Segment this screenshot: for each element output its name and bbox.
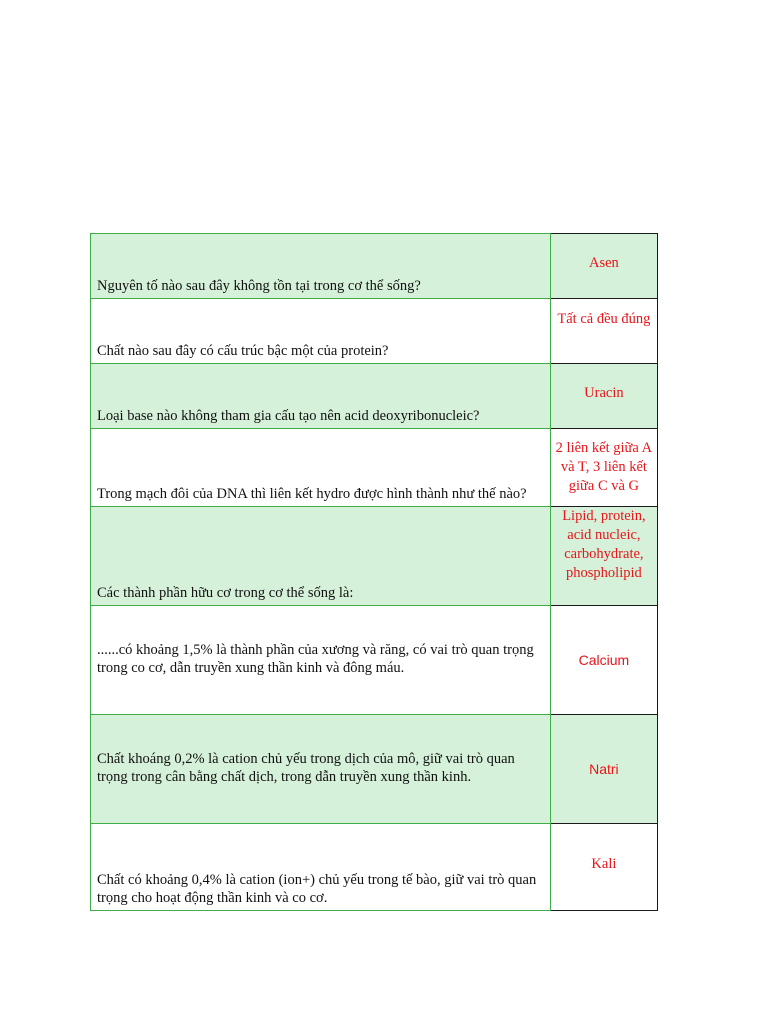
answer-cell: Calcium — [550, 606, 657, 715]
table-row — [91, 364, 658, 429]
answer-cell: Kali — [550, 824, 657, 911]
answer-cell: Natri — [550, 715, 657, 824]
table-row — [91, 507, 658, 606]
question-cell: Trong mạch đôi của DNA thì liên kết hydro được hình thành như thế nào? — [91, 429, 551, 507]
question-cell: ......có khoảng 1,5% là thành phần của xương và răng, có vai trò quan trọng trong co cơ, dẫn truyền xung thần kinh và đông máu. — [91, 606, 551, 715]
table-row — [91, 606, 658, 715]
table-row — [91, 715, 658, 824]
answer-cell: Tất cả đều đúng — [550, 299, 657, 364]
table-row — [91, 824, 658, 911]
question-cell: Chất có khoảng 0,4% là cation (ion+) chủ yếu trong tế bào, giữ vai trò quan trọng cho hoạt động thần kinh và co cơ. — [91, 824, 551, 911]
question-cell: Chất khoáng 0,2% là cation chủ yếu trong dịch của mô, giữ vai trò quan trọng trong cân bằng chất dịch, trong dẫn truyền xung thần kinh. — [91, 715, 551, 824]
qa-table — [90, 233, 658, 911]
table-row — [91, 299, 658, 364]
answer-cell: Lipid, protein, acid nucleic, carbohydrate, phospholipid — [550, 507, 657, 606]
question-cell: Các thành phần hữu cơ trong cơ thể sống là: — [91, 507, 551, 606]
question-cell: Loại base nào không tham gia cấu tạo nên acid deoxyribonucleic? — [91, 364, 551, 429]
answer-cell: 2 liên kết giữa A và T, 3 liên kết giữa C và G — [550, 429, 657, 507]
answer-cell: Uracin — [550, 364, 657, 429]
question-cell: Chất nào sau đây có cấu trúc bậc một của protein? — [91, 299, 551, 364]
table-row — [91, 234, 658, 299]
question-cell: Nguyên tố nào sau đây không tồn tại trong cơ thể sống? — [91, 234, 551, 299]
table-row — [91, 429, 658, 507]
answer-cell: Asen — [550, 234, 657, 299]
